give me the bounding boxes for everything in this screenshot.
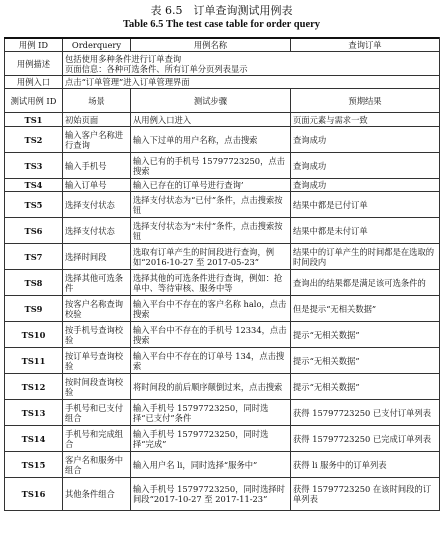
table-row	[5, 452, 440, 478]
expected-cell: 查询成功	[291, 127, 440, 153]
table-row	[5, 179, 440, 192]
table-row	[5, 348, 440, 374]
table-row	[5, 218, 440, 244]
steps-cell: 输入已存在的订单号进行查询’	[131, 179, 291, 192]
scene-cell: 选择时间段	[63, 244, 131, 270]
column-header-id: 测试用例 ID	[5, 89, 63, 113]
case-id-cell: TS12	[5, 374, 63, 400]
case-entry-value: 点击“订单管理”进入订单管理界面	[63, 76, 440, 89]
steps-cell: 输入手机号 15797723250，同时选择“已支付”条件	[131, 400, 291, 426]
steps-cell: 将时间段的前后顺序颠倒过来，点击搜索	[131, 374, 291, 400]
column-header-scene: 场景	[63, 89, 131, 113]
test-case-table	[4, 37, 440, 511]
case-id-cell: TS10	[5, 322, 63, 348]
table-row	[5, 426, 440, 452]
table-row	[5, 153, 440, 179]
table-row	[5, 113, 440, 127]
table-top-rule	[4, 37, 439, 39]
case-id-cell: TS7	[5, 244, 63, 270]
scene-cell: 按手机号查询校验	[63, 322, 131, 348]
column-header-row	[5, 89, 440, 113]
scene-cell: 输入手机号	[63, 153, 131, 179]
steps-cell: 选择支付状态为“已付”条件，点击搜索按钮	[131, 192, 291, 218]
expected-cell: 获得 li 服务中的订单列表	[291, 452, 440, 478]
case-id-cell: TS2	[5, 127, 63, 153]
case-id-cell: TS6	[5, 218, 63, 244]
steps-cell: 从用例入口进入	[131, 113, 291, 127]
case-description-label: 用例描述	[5, 52, 63, 76]
table-row	[5, 270, 440, 296]
case-id-label: 用例 ID	[5, 38, 63, 52]
table-row	[5, 374, 440, 400]
table-row	[5, 400, 440, 426]
expected-cell: 结果中都是已付订单	[291, 192, 440, 218]
case-id-cell: TS16	[5, 478, 63, 511]
column-header-steps: 测试步骤	[131, 89, 291, 113]
steps-cell: 输入平台中不存在的订单号 134，点击搜索	[131, 348, 291, 374]
scene-cell: 输入客户名称进行查询	[63, 127, 131, 153]
case-id-cell: TS8	[5, 270, 63, 296]
scene-cell: 其他条件组合	[63, 478, 131, 511]
case-name-value: 查询订单	[291, 38, 440, 52]
table-row	[5, 192, 440, 218]
table-row	[5, 244, 440, 270]
expected-cell: 结果中都是未付订单	[291, 218, 440, 244]
steps-cell: 输入平台中不存在的客户名称 halo，点击搜索	[131, 296, 291, 322]
table-row	[5, 127, 440, 153]
scene-cell: 按时间段查询校验	[63, 374, 131, 400]
steps-cell: 选择支付状态为“未付”条件，点击搜索按钮	[131, 218, 291, 244]
table-caption-cn: 表 6.5 订单查询测试用例表	[150, 4, 293, 17]
scene-cell: 手机号和已支付组合	[63, 400, 131, 426]
case-description-line2: 页面信息：各种可选条件、所有订单分页列表显示	[65, 63, 248, 74]
expected-cell: 页面元素与需求一致	[291, 113, 440, 127]
case-id-cell: TS1	[5, 113, 63, 127]
case-entry-row	[5, 76, 440, 89]
case-id-cell: TS14	[5, 426, 63, 452]
expected-cell: 提示“无相关数据”	[291, 348, 440, 374]
table-caption-en: Table 6.5 The test case table for order query	[122, 19, 321, 30]
case-id-cell: TS4	[5, 179, 63, 192]
case-id-value: Orderquery	[63, 38, 131, 52]
steps-cell: 选取有订单产生的时间段进行查询，例如“2016-10-27 至 2017-05-23”	[131, 244, 291, 270]
scene-cell: 初始页面	[63, 113, 131, 127]
case-description-value	[63, 52, 440, 76]
expected-cell: 获得 15797723250 已支付订单列表	[291, 400, 440, 426]
scene-cell: 输入订单号	[63, 179, 131, 192]
case-id-cell: TS5	[5, 192, 63, 218]
case-description-row	[5, 52, 440, 76]
case-id-cell: TS15	[5, 452, 63, 478]
expected-cell: 查询出的结果都是满足该可选条件的	[291, 270, 440, 296]
steps-cell: 输入平台中不存在的手机号 12334，点击搜索	[131, 322, 291, 348]
expected-cell: 结果中的订单产生的时间都是在选取的时间段内	[291, 244, 440, 270]
expected-cell: 提示“无相关数据”	[291, 322, 440, 348]
case-id-row	[5, 38, 440, 52]
case-id-cell: TS3	[5, 153, 63, 179]
steps-cell: 输入手机号 15797723250，同时选择“完成”	[131, 426, 291, 452]
case-description-line1: 包括使用多种条件进行订单查询	[65, 53, 182, 64]
expected-cell: 获得 15797723250 在该时间段的订单列表	[291, 478, 440, 511]
steps-cell: 输入手机号 15797723250，同时选择时间段“2017-10-27 至 2017-11-23”	[131, 478, 291, 511]
table-row	[5, 296, 440, 322]
steps-cell: 输入用户名 li，同时选择“服务中”	[131, 452, 291, 478]
scene-cell: 手机号和完成组合	[63, 426, 131, 452]
expected-cell: 查询成功	[291, 153, 440, 179]
expected-cell: 查询成功	[291, 179, 440, 192]
table-row	[5, 322, 440, 348]
steps-cell: 输入下过单的用户名称，点击搜索	[131, 127, 291, 153]
scene-cell: 按客户名称查询校验	[63, 296, 131, 322]
table-row	[5, 478, 440, 511]
expected-cell: 提示“无相关数据”	[291, 374, 440, 400]
case-id-cell: TS11	[5, 348, 63, 374]
steps-cell: 输入已有的手机号 15797723250，点击搜索	[131, 153, 291, 179]
scene-cell: 选择支付状态	[63, 218, 131, 244]
case-name-label: 用例名称	[131, 38, 291, 52]
expected-cell: 获得 15797723250 已完成订单列表	[291, 426, 440, 452]
scene-cell: 选择支付状态	[63, 192, 131, 218]
case-entry-label: 用例入口	[5, 76, 63, 89]
case-id-cell: TS13	[5, 400, 63, 426]
scene-cell: 按订单号查询校验	[63, 348, 131, 374]
steps-cell: 选择其他的可选条件进行查询，例如：抢单中、等待审核、服务中等	[131, 270, 291, 296]
expected-cell: 但是提示“无相关数据”	[291, 296, 440, 322]
scene-cell: 选择其他可选条件	[63, 270, 131, 296]
case-id-cell: TS9	[5, 296, 63, 322]
scene-cell: 客户名和服务中组合	[63, 452, 131, 478]
column-header-expected: 预期结果	[291, 89, 440, 113]
